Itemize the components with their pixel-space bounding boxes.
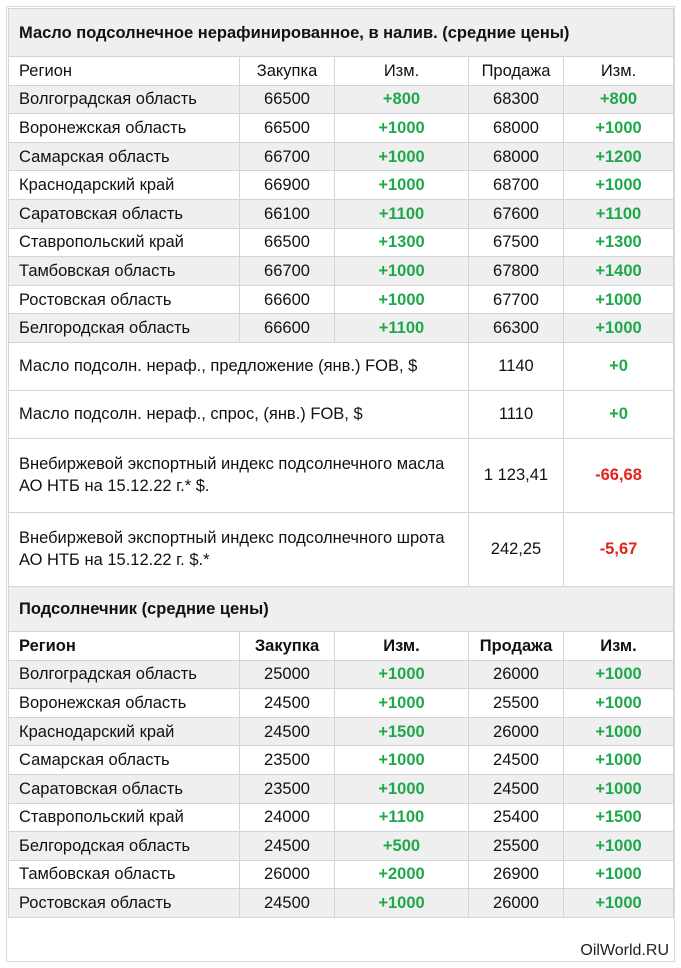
fob-offer-label: Масло подсолн. нераф., предложение (янв.) FOB, $ [9, 342, 469, 390]
seeds-sell-change-cell: +1000 [564, 660, 674, 689]
oil-region-cell: Ростовская область [9, 285, 240, 314]
oil-sell-change-cell: +1400 [564, 257, 674, 286]
oil-region-cell: Краснодарский край [9, 171, 240, 200]
seeds-sell-change-cell: +1000 [564, 832, 674, 861]
fob-demand-value: 1110 [469, 390, 564, 438]
seeds-buy-price-cell: 24500 [240, 689, 335, 718]
prices-table [8, 8, 674, 918]
seeds-region-cell: Краснодарский край [9, 717, 240, 746]
oil-region-cell: Тамбовская область [9, 257, 240, 286]
oil-sell-change-cell: +1000 [564, 314, 674, 343]
seeds-region-cell: Ростовская область [9, 889, 240, 918]
oil-buy-change-cell: +1100 [335, 314, 469, 343]
fob-row-offer [9, 342, 674, 390]
seeds-buy-price-cell: 23500 [240, 746, 335, 775]
seeds-table-row [9, 889, 674, 918]
index-oil-value: 1 123,41 [469, 438, 564, 512]
seeds-region-cell: Белгородская область [9, 832, 240, 861]
oil-sell-price-cell: 66300 [469, 314, 564, 343]
seeds-sell-price-cell: 26000 [469, 717, 564, 746]
oil-buy-change-cell: +1000 [335, 142, 469, 171]
fob-demand-label: Масло подсолн. нераф., спрос, (янв.) FOB, $ [9, 390, 469, 438]
seeds-header-sell-change: Изм. [564, 631, 674, 660]
seeds-sell-price-cell: 24500 [469, 774, 564, 803]
seeds-sell-price-cell: 25500 [469, 689, 564, 718]
seeds-table-row [9, 660, 674, 689]
seeds-title-row [9, 586, 674, 631]
seeds-region-cell: Ставропольский край [9, 803, 240, 832]
oil-table-row [9, 314, 674, 343]
seeds-region-cell: Воронежская область [9, 689, 240, 718]
oil-buy-price-cell: 66500 [240, 85, 335, 114]
seeds-buy-change-cell: +1500 [335, 717, 469, 746]
oil-sell-price-cell: 67600 [469, 199, 564, 228]
fob-offer-change: +0 [564, 342, 674, 390]
index-oil-change: -66,68 [564, 438, 674, 512]
seeds-buy-change-cell: +1000 [335, 660, 469, 689]
index-meal-change: -5,67 [564, 512, 674, 586]
seeds-table-row [9, 803, 674, 832]
seeds-sell-change-cell: +1500 [564, 803, 674, 832]
oil-buy-change-cell: +1000 [335, 171, 469, 200]
oil-region-cell: Ставропольский край [9, 228, 240, 257]
seeds-region-cell: Саратовская область [9, 774, 240, 803]
seeds-header-row [9, 631, 674, 660]
seeds-sell-price-cell: 26900 [469, 860, 564, 889]
oil-region-cell: Воронежская область [9, 114, 240, 143]
seeds-region-cell: Тамбовская область [9, 860, 240, 889]
index-oil-label: Внебиржевой экспортный индекс подсолнечного масла АО НТБ на 15.12.22 г.* $. [9, 438, 469, 512]
seeds-sell-price-cell: 26000 [469, 889, 564, 918]
seeds-buy-price-cell: 24000 [240, 803, 335, 832]
oil-buy-change-cell: +1100 [335, 199, 469, 228]
seeds-header-sell: Продажа [469, 631, 564, 660]
oil-header-region: Регион [9, 57, 240, 86]
oil-sell-change-cell: +1000 [564, 285, 674, 314]
oil-table-row [9, 199, 674, 228]
oil-region-cell: Белгородская область [9, 314, 240, 343]
oil-header-sell: Продажа [469, 57, 564, 86]
fob-offer-value: 1140 [469, 342, 564, 390]
seeds-sell-price-cell: 24500 [469, 746, 564, 775]
prices-table-body [9, 9, 674, 918]
index-meal-label: Внебиржевой экспортный индекс подсолнечного шрота АО НТБ на 15.12.22 г. $.* [9, 512, 469, 586]
seeds-table-row [9, 832, 674, 861]
oil-buy-change-cell: +1000 [335, 285, 469, 314]
fob-row-demand [9, 390, 674, 438]
oil-sell-price-cell: 67700 [469, 285, 564, 314]
oil-table-row [9, 171, 674, 200]
oil-title-row [9, 9, 674, 57]
oil-buy-price-cell: 66700 [240, 142, 335, 171]
oil-table-row [9, 285, 674, 314]
oil-sell-price-cell: 68000 [469, 142, 564, 171]
oil-sell-change-cell: +1100 [564, 199, 674, 228]
oil-sell-change-cell: +1300 [564, 228, 674, 257]
oil-region-cell: Саратовская область [9, 199, 240, 228]
seeds-buy-change-cell: +1100 [335, 803, 469, 832]
oil-buy-change-cell: +1000 [335, 257, 469, 286]
oil-header-row [9, 57, 674, 86]
seeds-region-cell: Волгоградская область [9, 660, 240, 689]
oil-table-row [9, 114, 674, 143]
seeds-table-row [9, 689, 674, 718]
oil-buy-change-cell: +800 [335, 85, 469, 114]
oil-header-buy: Закупка [240, 57, 335, 86]
seeds-sell-change-cell: +1000 [564, 689, 674, 718]
oil-table-row [9, 142, 674, 171]
seeds-buy-change-cell: +2000 [335, 860, 469, 889]
seeds-buy-price-cell: 24500 [240, 717, 335, 746]
seeds-buy-change-cell: +1000 [335, 689, 469, 718]
oil-sell-price-cell: 67500 [469, 228, 564, 257]
oil-sell-change-cell: +1000 [564, 171, 674, 200]
seeds-buy-price-cell: 24500 [240, 889, 335, 918]
oil-section-title: Масло подсолнечное нерафинированное, в налив. (средние цены) [9, 9, 674, 57]
oil-sell-price-cell: 68000 [469, 114, 564, 143]
oil-sell-change-cell: +1000 [564, 114, 674, 143]
index-row-oil [9, 438, 674, 512]
seeds-buy-change-cell: +1000 [335, 774, 469, 803]
oil-sell-price-cell: 68300 [469, 85, 564, 114]
seeds-header-buy-change: Изм. [335, 631, 469, 660]
oil-header-sell-change: Изм. [564, 57, 674, 86]
fob-demand-change: +0 [564, 390, 674, 438]
seeds-buy-price-cell: 23500 [240, 774, 335, 803]
oil-buy-price-cell: 66500 [240, 114, 335, 143]
seeds-table-row [9, 746, 674, 775]
oil-buy-price-cell: 66100 [240, 199, 335, 228]
seeds-sell-price-cell: 26000 [469, 660, 564, 689]
oil-buy-change-cell: +1000 [335, 114, 469, 143]
oil-table-row [9, 228, 674, 257]
seeds-buy-change-cell: +500 [335, 832, 469, 861]
seeds-section-title: Подсолнечник (средние цены) [9, 586, 674, 631]
oil-buy-price-cell: 66600 [240, 314, 335, 343]
source-footer: OilWorld.RU [580, 942, 669, 959]
oil-sell-change-cell: +1200 [564, 142, 674, 171]
oil-sell-price-cell: 68700 [469, 171, 564, 200]
seeds-header-region: Регион [9, 631, 240, 660]
oil-region-cell: Самарская область [9, 142, 240, 171]
seeds-sell-price-cell: 25400 [469, 803, 564, 832]
seeds-region-cell: Самарская область [9, 746, 240, 775]
oil-region-cell: Волгоградская область [9, 85, 240, 114]
oil-table-row [9, 85, 674, 114]
seeds-header-buy: Закупка [240, 631, 335, 660]
oil-table-row [9, 257, 674, 286]
seeds-buy-change-cell: +1000 [335, 889, 469, 918]
seeds-sell-change-cell: +1000 [564, 717, 674, 746]
seeds-buy-price-cell: 26000 [240, 860, 335, 889]
seeds-table-row [9, 774, 674, 803]
index-meal-value: 242,25 [469, 512, 564, 586]
seeds-table-row [9, 860, 674, 889]
oil-buy-price-cell: 66600 [240, 285, 335, 314]
oil-sell-price-cell: 67800 [469, 257, 564, 286]
oil-header-buy-change: Изм. [335, 57, 469, 86]
oil-buy-price-cell: 66900 [240, 171, 335, 200]
oil-buy-price-cell: 66700 [240, 257, 335, 286]
oil-buy-change-cell: +1300 [335, 228, 469, 257]
seeds-buy-price-cell: 24500 [240, 832, 335, 861]
seeds-sell-change-cell: +1000 [564, 889, 674, 918]
seeds-table-row [9, 717, 674, 746]
seeds-sell-price-cell: 25500 [469, 832, 564, 861]
seeds-sell-change-cell: +1000 [564, 860, 674, 889]
seeds-buy-change-cell: +1000 [335, 746, 469, 775]
oil-buy-price-cell: 66500 [240, 228, 335, 257]
seeds-sell-change-cell: +1000 [564, 774, 674, 803]
seeds-sell-change-cell: +1000 [564, 746, 674, 775]
seeds-buy-price-cell: 25000 [240, 660, 335, 689]
oil-sell-change-cell: +800 [564, 85, 674, 114]
index-row-meal [9, 512, 674, 586]
